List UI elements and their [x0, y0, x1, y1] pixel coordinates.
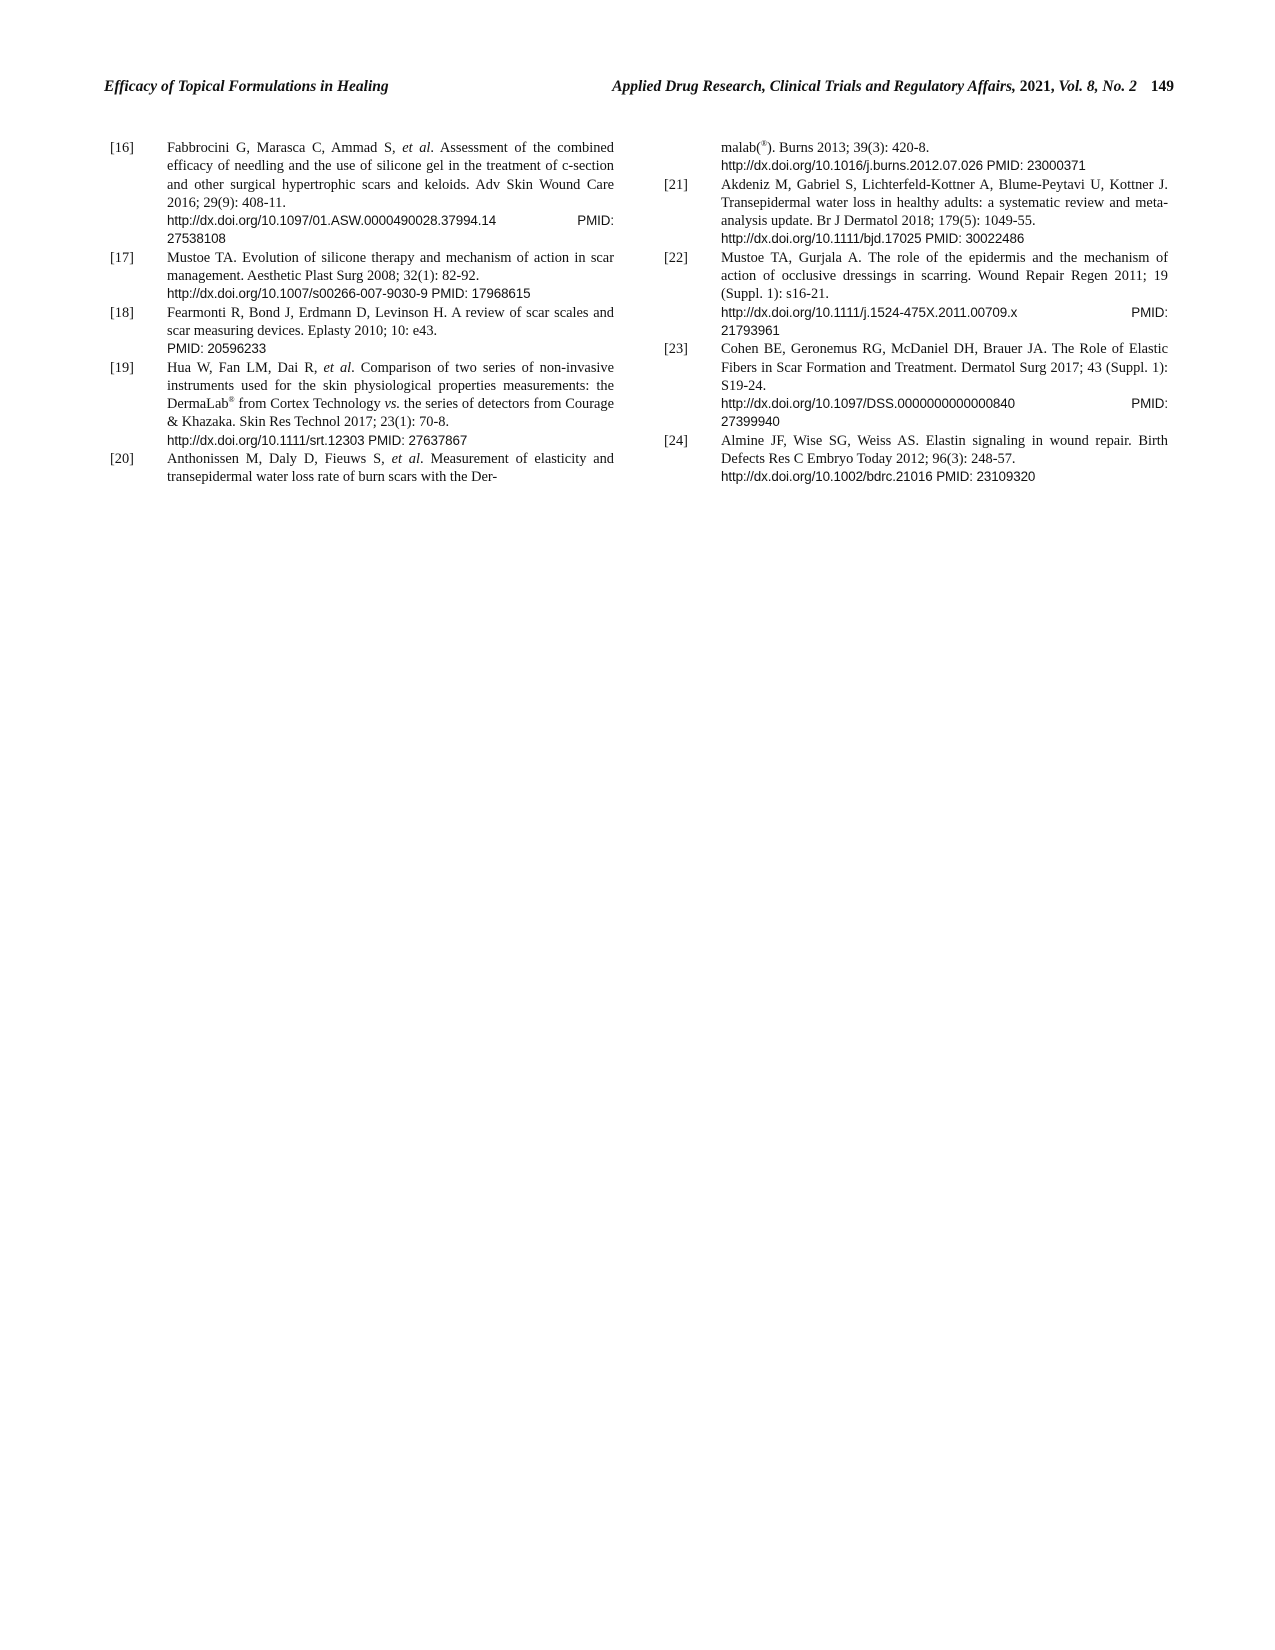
reference-number: [16] [110, 140, 134, 156]
reference-link-row [721, 304, 1168, 322]
references-column-right [664, 139, 1168, 487]
reference-number: [22] [664, 249, 688, 266]
page-number: 149 [1150, 78, 1174, 95]
reference-23 [664, 340, 1168, 431]
reference-text: Almine JF, Wise SG, Weiss AS. Elastin signaling in wound repair. Birth Defects Res C Embryo Today 2012; 96(3): 248-57. [721, 432, 1168, 468]
reference-22 [664, 249, 1168, 340]
doi-link[interactable]: http://dx.doi.org/10.1002/bdrc.21016 [721, 469, 933, 485]
reference-text: malab( [721, 140, 761, 156]
reference-text: Fearmonti R, Bond J, Erdmann D, Levinson H. A review of scar scales and scar measuring devices. Eplasty 2010; 10: e43. [167, 304, 614, 339]
doi-link[interactable]: http://dx.doi.org/10.1097/01.ASW.0000490028.37994.14 [167, 213, 497, 229]
reference-link-row [721, 230, 1168, 248]
reference-16 [110, 139, 614, 249]
pmid: PMID: 17968615 [431, 286, 531, 302]
reference-link-row [721, 395, 1168, 413]
pmid-label: PMID: [1131, 396, 1168, 412]
et-al: et al [391, 451, 420, 468]
reference-link-row [167, 432, 614, 450]
reference-text: . Assessment of the combined efficacy of needling and the use of silicone gel in the treatment of c-section and other surgical hypertrophic scars and keloids. Adv Skin Wound Care 2016; 29(9): 408-11. [167, 140, 615, 211]
reference-link-row [721, 157, 1168, 175]
reference-18 [110, 304, 614, 359]
reference-text: . Measurement of elasticity and transepidermal water loss rate of burn scars with the Der- [167, 451, 615, 486]
registered-mark: ® [228, 395, 235, 405]
reference-24 [664, 432, 1168, 487]
reference-number: [24] [664, 432, 688, 449]
reference-20-continued [664, 139, 1168, 176]
reference-text: Cohen BE, Geronemus RG, McDaniel DH, Brauer JA. The Role of Elastic Fibers in Scar Formation and Treatment. Dermatol Surg 2017; 43 (Suppl. 1): S19-24. [721, 341, 1168, 394]
reference-link-row [721, 468, 1168, 486]
doi-link[interactable]: http://dx.doi.org/10.1097/DSS.0000000000000840 [721, 396, 1015, 412]
journal-year: 2021, [1019, 78, 1055, 95]
references-column-left [110, 139, 614, 487]
reference-19 [110, 359, 614, 450]
reference-number: [19] [110, 359, 134, 376]
reference-text: the series of detectors from Courage & Khazaka. Skin Res Technol 2017; 23(1): 70-8. [167, 396, 615, 431]
pmid-number: 27399940 [721, 414, 780, 430]
pmid: PMID: 20596233 [167, 341, 267, 357]
journal-name: Applied Drug Research, Clinical Trials and Regulatory Affairs, [612, 78, 1016, 95]
reference-link-row [167, 285, 614, 303]
reference-text: Akdeniz M, Gabriel S, Lichterfeld-Kottner A, Blume-Peytavi U, Kottner J. Transepidermal water loss in healthy adults: a systematic review and meta-analysis update. Br J Dermatol 2018; 179(5): 1049-55. [721, 176, 1168, 230]
reference-20 [110, 450, 614, 487]
journal-volume-issue: Vol. 8, No. 2 [1058, 78, 1137, 95]
pmid-number: 21793961 [721, 322, 780, 338]
journal-citation [612, 76, 1174, 98]
reference-text: ). Burns 2013; 39(3): 420-8. [767, 140, 930, 156]
doi-link[interactable]: http://dx.doi.org/10.1111/srt.12303 [167, 432, 365, 448]
doi-link[interactable]: http://dx.doi.org/10.1111/j.1524-475X.2011.00709.x [721, 304, 1018, 320]
reference-text: Fabbrocini G, Marasca C, Ammad S, [167, 140, 403, 156]
doi-link[interactable]: http://dx.doi.org/10.1016/j.burns.2012.07.026 [721, 158, 984, 174]
et-al: et al [323, 359, 352, 376]
registered-mark: ® [760, 139, 768, 149]
pmid-number: 27538108 [167, 231, 226, 247]
pmid: PMID: 23109320 [936, 469, 1036, 485]
doi-link[interactable]: http://dx.doi.org/10.1111/bjd.17025 [721, 231, 922, 247]
reference-number: [20] [110, 451, 134, 468]
reference-text: Anthonissen M, Daly D, Fieuws S, [167, 451, 392, 468]
reference-text: . Comparison of two series of non-invasive instruments used for the skin physiological properties measurements: the DermaLab [167, 359, 615, 413]
pmid-label: PMID: [1131, 304, 1168, 320]
et-al: et al [402, 140, 431, 156]
doi-link[interactable]: http://dx.doi.org/10.1007/s00266-007-9030-9 [167, 286, 428, 302]
pmid: PMID: 27637867 [368, 432, 468, 448]
reference-number: [21] [664, 176, 688, 193]
pmid: PMID: 30022486 [925, 231, 1025, 247]
pmid: PMID: 23000371 [986, 158, 1086, 174]
versus: vs. [384, 396, 401, 413]
reference-number: [23] [664, 341, 688, 358]
reference-text: Mustoe TA, Gurjala A. The role of the epidermis and the mechanism of action of occlusive dressings in scarring. Wound Repair Regen 2011; 19 (Suppl. 1): s16-21. [721, 249, 1168, 303]
reference-link-row [167, 212, 614, 230]
reference-text: Mustoe TA. Evolution of silicone therapy and mechanism of action in scar management. Aesthetic Plast Surg 2008; 32(1): 82-92. [167, 249, 614, 285]
running-header [104, 76, 1174, 98]
reference-number: [18] [110, 304, 134, 321]
pmid-label: PMID: [577, 213, 614, 229]
reference-text: Hua W, Fan LM, Dai R, [167, 359, 324, 376]
reference-text: from Cortex Technology [234, 396, 385, 413]
running-title: Efficacy of Topical Formulations in Healing [104, 78, 389, 95]
reference-17 [110, 249, 614, 304]
reference-number: [17] [110, 249, 134, 266]
reference-21 [664, 176, 1168, 249]
